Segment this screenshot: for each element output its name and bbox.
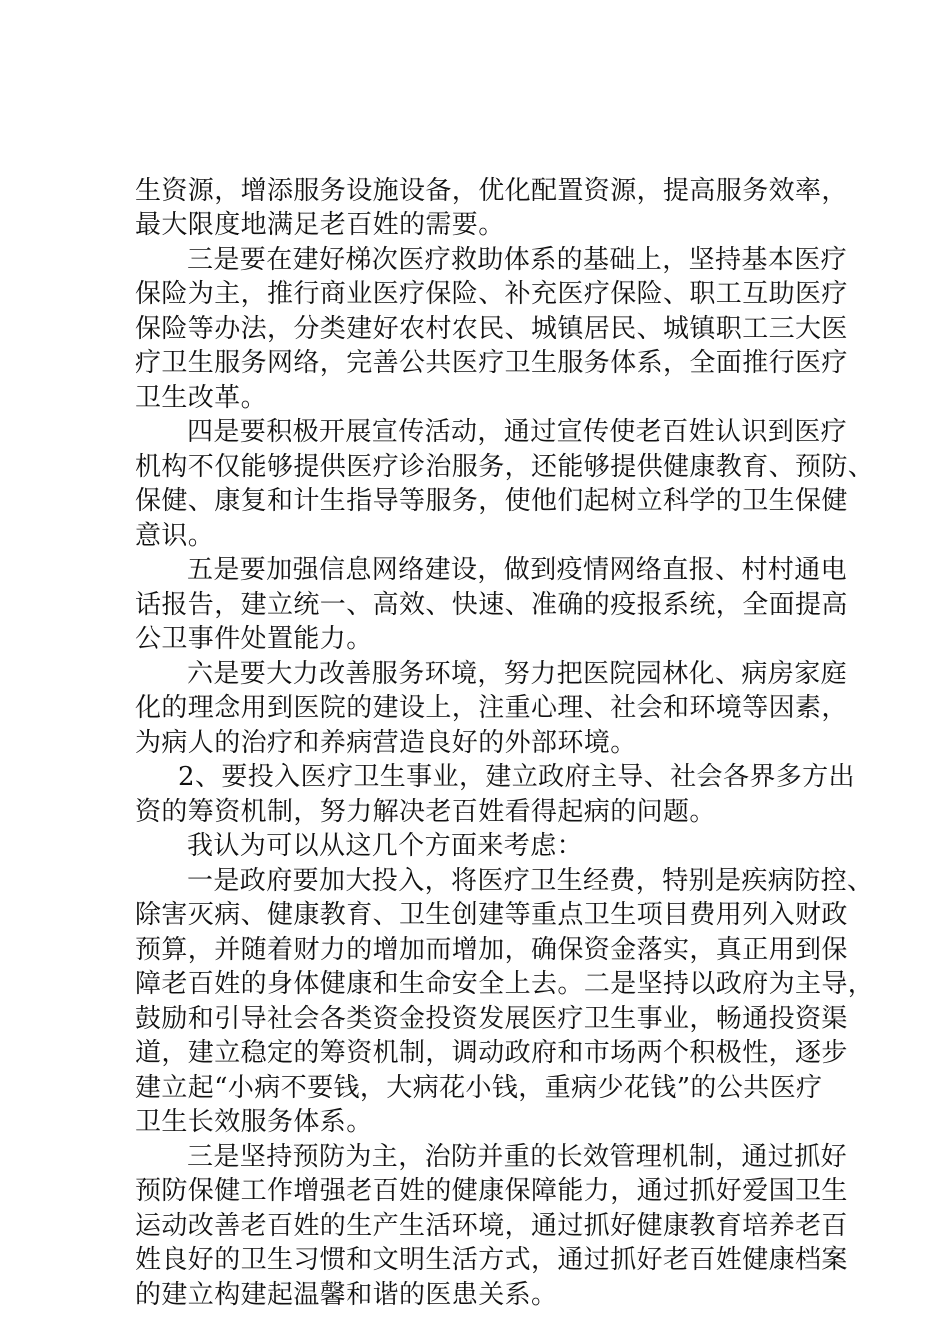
- paragraph-start: 我认为可以从这几个方面来考虑：: [187, 831, 584, 861]
- text-line: 姓良好的卫生习惯和文明生活方式，通过抓好老百姓健康档案: [135, 1245, 848, 1275]
- text-line: 机构不仅能够提供医疗诊治服务，还能够提供健康教育、预防、: [135, 452, 875, 482]
- paragraph-start: 一是政府要加大投入，将医疗卫生经费，特别是疾病防控、: [187, 866, 874, 896]
- text-line: 道，建立稳定的筹资机制，调动政府和市场两个积极性，逐步: [135, 1038, 848, 1068]
- text-line: 保健、康复和计生指导等服务，使他们起树立科学的卫生保健: [135, 486, 848, 516]
- text-line: 保险等办法，分类建好农村农民、城镇居民、城镇职工三大医: [135, 314, 848, 344]
- text-line: 预防保健工作增强老百姓的健康保障能力，通过抓好爱国卫生: [135, 1176, 848, 1206]
- text-line: 资的筹资机制，努力解决老百姓看得起病的问题。: [135, 797, 716, 827]
- paragraph-start: 五是要加强信息网络建设，做到疫情网络直报、村村通电: [187, 555, 848, 585]
- text-line: 生资源，增添服务设施设备，优化配置资源，提高服务效率，: [135, 176, 848, 206]
- text-line: 为病人的治疗和养病营造良好的外部环境。: [135, 728, 637, 758]
- text-line: 建立起“小病不要钱，大病花小钱，重病少花钱”的公共医疗: [135, 1073, 823, 1103]
- text-line: 运动改善老百姓的生产生活环境，通过抓好健康教育培养老百: [135, 1211, 848, 1241]
- text-line: 除害灭病、健康教育、卫生创建等重点卫生项目费用列入财政: [135, 900, 848, 930]
- paragraph-start: 六是要大力改善服务环境，努力把医院园林化、病房家庭: [187, 659, 848, 689]
- text-line: 卫生长效服务体系。: [135, 1107, 373, 1137]
- paragraph-start: 四是要积极开展宣传活动，通过宣传使老百姓认识到医疗: [187, 417, 848, 447]
- text-line: 最大限度地满足老百姓的需要。: [135, 210, 505, 240]
- paragraph-start: 三是坚持预防为主，治防并重的长效管理机制，通过抓好: [187, 1142, 848, 1172]
- text-line: 障老百姓的身体健康和生命安全上去。二是坚持以政府为主导，: [135, 969, 875, 999]
- paragraph-start: 三是要在建好梯次医疗救助体系的基础上，坚持基本医疗: [187, 245, 848, 275]
- text-line: 保险为主，推行商业医疗保险、补充医疗保险、职工互助医疗: [135, 279, 848, 309]
- text-line: 公卫事件处置能力。: [135, 624, 373, 654]
- text-line: 预算，并随着财力的增加而增加，确保资金落实，真正用到保: [135, 935, 848, 965]
- text-line: 的建立构建起温馨和谐的医患关系。: [135, 1280, 558, 1310]
- paragraph-start: 2、要投入医疗卫生事业，建立政府主导、社会各界多方出: [178, 762, 855, 792]
- text-line: 卫生改革。: [135, 383, 268, 413]
- text-line: 意识。: [135, 521, 215, 551]
- text-line: 鼓励和引导社会各类资金投资发展医疗卫生事业，畅通投资渠: [135, 1004, 848, 1034]
- text-line: 疗卫生服务网络，完善公共医疗卫生服务体系，全面推行医疗: [135, 348, 848, 378]
- text-line: 话报告，建立统一、高效、快速、准确的疫报系统，全面提高: [135, 590, 848, 620]
- text-line: 化的理念用到医院的建设上，注重心理、社会和环境等因素，: [135, 693, 848, 723]
